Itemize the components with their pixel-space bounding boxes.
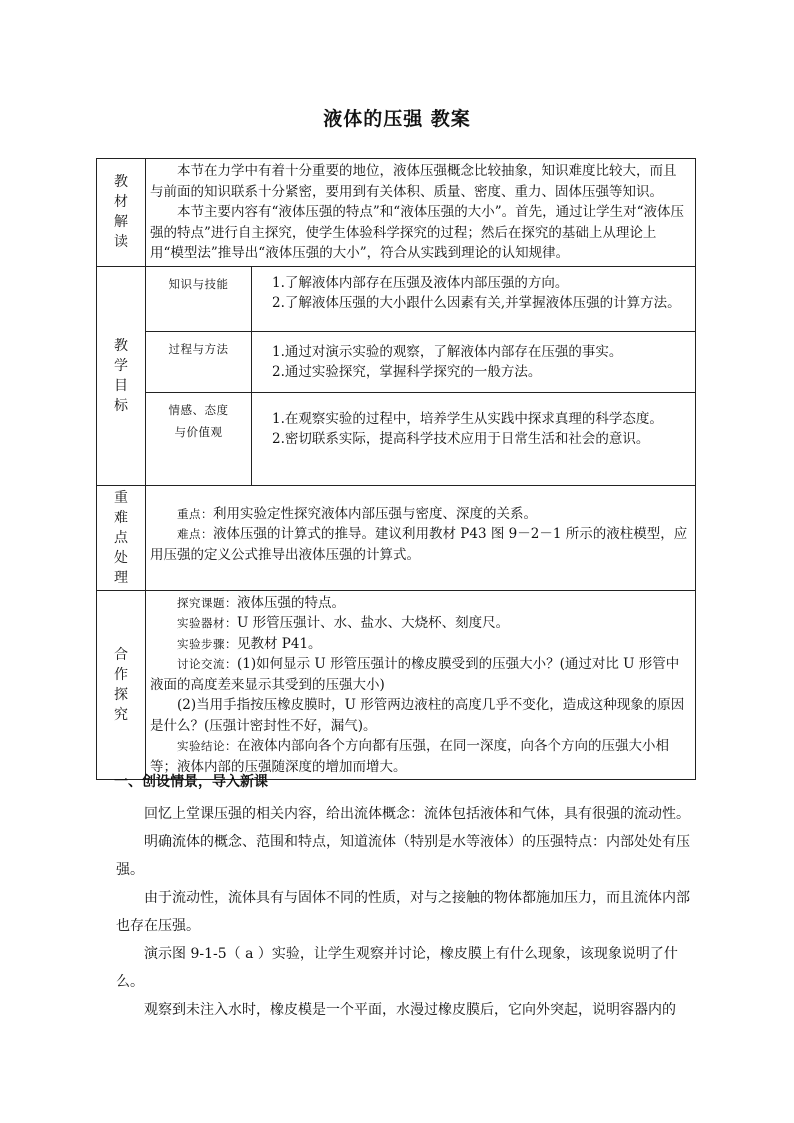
goal-items — [252, 266, 696, 331]
explore-discussion: 讨论交流：(1)如何显示 U 形管压强计的橡皮膜受到的压强大小？(通过对比 U 形管中液面的高度差来显示其受到的压强大小) — [150, 656, 680, 693]
section-paragraph: 观察到未注入水时，橡皮模是一个平面，水漫过橡皮膜后，它向外突起，说明容器内的 — [144, 1002, 676, 1018]
goal-row-knowledge — [97, 266, 696, 331]
goal-label: 情感、态度 与价值观 — [146, 392, 252, 485]
goal-items — [252, 392, 696, 485]
difficult-point: 难点：液体压强的计算式的推导。建议利用教材 P43 图 9－2－1 所示的液柱模型，应用压强的定义公式推导出液体压强的计算式。 — [150, 526, 688, 563]
explore-discussion-2: (2)当用手指按压橡皮膜时，U 形管两边液柱的高度几乎不变化，造成这种现象的原因是什么？(压强计密封性不好，漏气)。 — [150, 697, 685, 734]
explore-conclusion: 实验结论：在液体内部向各个方向都有压强，在同一深度，向各个方向的压强大小相等；液体内部的压强随深度的增加而增大。 — [150, 738, 669, 775]
goal-row-emotion — [97, 392, 696, 485]
textbook-paragraph: 本节在力学中有着十分重要的地位，液体压强概念比较抽象，知识难度比较大，而且与前面的知识联系十分紧密，要用到有关体积、质量、密度、重力、固体压强等知识。 — [150, 163, 677, 200]
goals-head: 教 学 目 标 — [97, 266, 146, 485]
goal-item: 1.通过对演示实验的观察，了解液体内部存在压强的事实。 — [272, 343, 623, 360]
textbook-paragraph: 本节主要内容有“液体压强的特点”和“液体压强的大小”。首先，通过让学生对“液体压强的特点”进行自主探究，使学生体验科学探究的过程；然后在探究的基础上从理论上用“模型法”推导出“液体压强的大小”，符合从实践到理论的认知规律。 — [150, 204, 685, 261]
keypoints-row — [97, 485, 696, 590]
section-paragraph: 演示图 9-1-5（ a ）实验，让学生观察并讨论，橡皮膜上有什么现象，该现象说明了什么。 — [116, 946, 678, 990]
textbook-row — [97, 159, 696, 267]
lesson-plan-table — [96, 158, 696, 780]
section-paragraph: 明确流体的概念、范围和特点，知道流体（特别是水等液体）的压强特点：内部处处有压强。 — [116, 834, 690, 878]
explore-equipment: 实验器材：U 形管压强计、水、盐水、大烧杯、刻度尺。 — [177, 615, 510, 631]
explore-topic: 探究课题：液体压强的特点。 — [177, 594, 345, 611]
goal-items — [252, 331, 696, 392]
goal-item: 2.密切联系实际，提高科学技术应用于日常生活和社会的意识。 — [272, 431, 650, 447]
section-paragraph: 回忆上堂课压强的相关内容，给出流体概念：流体包括液体和气体，具有很强的流动性。 — [144, 806, 690, 822]
key-point: 重点：利用实验定性探究液体内部压强与密度、深度的关系。 — [177, 505, 537, 522]
goal-item: 2.了解液体压强的大小跟什么因素有关,并掌握液体压强的计算方法。 — [272, 295, 681, 311]
goal-item: 1.了解液体内部存在压强及液体内部压强的方向。 — [272, 274, 569, 291]
textbook-body — [146, 159, 696, 267]
section-paragraph: 由于流动性，流体具有与固体不同的性质，对与之接触的物体都施加压力，而且流体内部也存在压强。 — [116, 890, 690, 934]
goal-row-process — [97, 331, 696, 392]
goal-label: 过程与方法 — [146, 331, 252, 392]
section-heading: 一、创设情景，导入新课 — [114, 774, 268, 790]
goal-item: 1.在观察实验的过程中，培养学生从实践中探求真理的科学态度。 — [272, 410, 663, 427]
cooperate-head: 合 作 探 究 — [97, 590, 146, 780]
goal-label: 知识与技能 — [146, 266, 252, 331]
cooperate-row — [97, 590, 696, 780]
cooperate-body — [146, 590, 696, 780]
page-title: 液体的压强 教案 — [323, 108, 471, 130]
goal-item: 2.通过实验探究，掌握科学探究的一般方法。 — [272, 364, 542, 380]
textbook-head: 教 材 解 读 — [97, 159, 146, 267]
section-intro — [116, 768, 696, 1024]
explore-steps: 实验步骤：见教材 P41。 — [177, 635, 322, 652]
keypoints-head: 重 难 点 处 理 — [97, 485, 146, 590]
keypoints-body — [146, 485, 696, 590]
